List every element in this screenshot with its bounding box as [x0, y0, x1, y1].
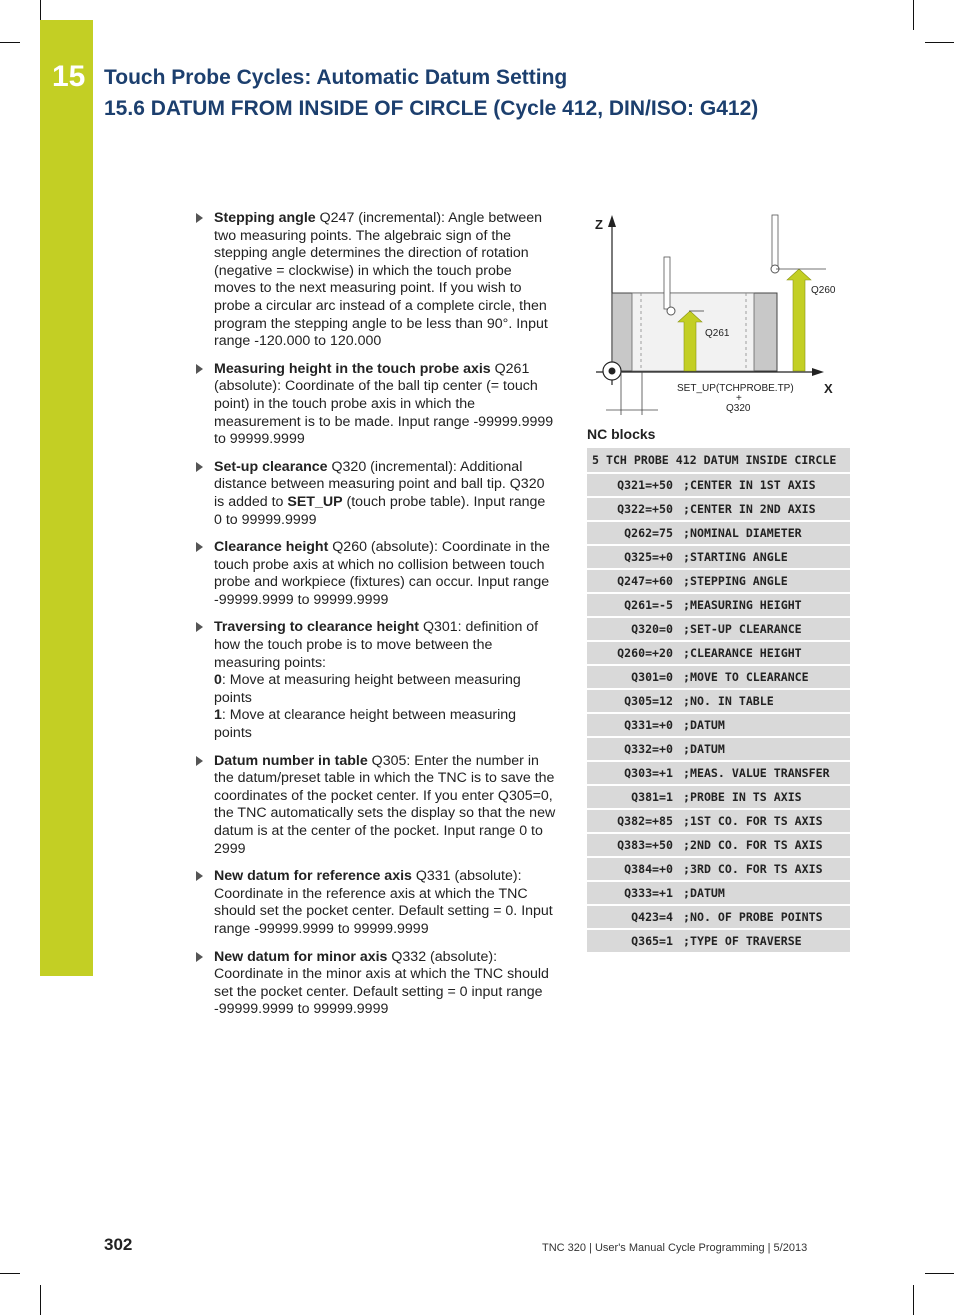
probe-ball — [667, 307, 675, 315]
nc-param-cell: Q303=+1 — [587, 762, 679, 786]
q260-label: Q260 — [811, 285, 836, 296]
nc-param-cell: Q381=1 — [587, 786, 679, 810]
nc-blocks-heading: NC blocks — [587, 426, 656, 442]
triangle-bullet-icon — [196, 213, 203, 223]
nc-comment-cell: ;NO. OF PROBE POINTS — [679, 906, 850, 930]
section-title: 15.6 DATUM FROM INSIDE OF CIRCLE (Cycle 412, DIN/ISO: G412) — [104, 97, 759, 120]
nc-param-cell: Q384=+0 — [587, 858, 679, 882]
nc-comment-cell: ;PROBE IN TS AXIS — [679, 786, 850, 810]
parameter-list — [196, 210, 556, 1029]
setup-plus: + — [736, 393, 742, 404]
option-key: 1 — [214, 707, 222, 724]
parameter-text: Q247 (incremental): Angle between two measuring points. The algebraic sign of the stepping angle determines the direction of rotation (negative = clockwise) in which the touch probe moves to the next measuring point. If you wish to probe a circular arc instead of a complete circle, then program the stepping angle to be less than 90°. Input range -120.000 to 120.000 — [214, 210, 548, 350]
chapter-tab — [40, 20, 93, 976]
nc-param-cell: Q305=12 — [587, 690, 679, 714]
table-row — [587, 762, 850, 786]
nc-param-cell: Q333=+1 — [587, 882, 679, 906]
option-key: 0 — [214, 672, 222, 689]
nc-comment-cell: ;DATUM — [679, 882, 850, 906]
nc-comment-cell: ;STARTING ANGLE — [679, 546, 850, 570]
nc-comment-cell: ;MEASURING HEIGHT — [679, 594, 850, 618]
table-row — [587, 858, 850, 882]
nc-param-cell: Q262=75 — [587, 522, 679, 546]
triangle-bullet-icon — [196, 871, 203, 881]
crop-mark — [913, 1285, 914, 1315]
table-row — [587, 930, 850, 954]
table-row — [587, 570, 850, 594]
nc-param-cell: Q423=4 — [587, 906, 679, 930]
triangle-bullet-icon — [196, 462, 203, 472]
parameter-term: Traversing to clearance height — [214, 619, 420, 636]
nc-comment-cell: ;NOMINAL DIAMETER — [679, 522, 850, 546]
parameter-term: New datum for reference axis — [214, 868, 412, 885]
table-row — [587, 738, 850, 762]
triangle-bullet-icon — [196, 622, 203, 632]
table-row — [587, 522, 850, 546]
table-row — [587, 906, 850, 930]
parameter-term: Set-up clearance — [214, 458, 328, 475]
page-number: 302 — [104, 1235, 133, 1254]
nc-header-cell: 5 TCH PROBE 412 DATUM INSIDE CIRCLE — [587, 448, 850, 474]
table-row — [587, 618, 850, 642]
nc-comment-cell: ;CENTER IN 2ND AXIS — [679, 498, 850, 522]
nc-param-cell: Q383=+50 — [587, 834, 679, 858]
parameter-text: Q305: Enter the number in the datum/preset table in which the TNC is to save the coordinates of the pocket center. If you enter Q305=0, the TNC automatically sets the display so that the new datum is at the center of the pocket. Input range 0 to 2999 — [214, 752, 556, 857]
crop-mark — [0, 42, 20, 43]
parameter-text: Q260 (absolute): Coordinate in the touch probe axis at which no collision between touch probe and workpiece (fixtures) can occur. Input range -99999.9999 to 99999.9999 — [214, 539, 550, 608]
chapter-number: 15 — [52, 60, 86, 93]
nc-param-cell: Q321=+50 — [587, 474, 679, 498]
nc-comment-cell: ;SET-UP CLEARANCE — [679, 618, 850, 642]
parameter-item — [196, 539, 556, 609]
table-row — [587, 786, 850, 810]
chapter-title: Touch Probe Cycles: Automatic Datum Setting — [104, 66, 568, 89]
crop-mark — [925, 1273, 954, 1274]
probe-diagram — [586, 205, 851, 425]
parameter-term: Datum number in table — [214, 752, 368, 769]
parameter-item — [196, 210, 556, 351]
crop-mark — [0, 1273, 20, 1274]
q320-label: Q320 — [726, 403, 751, 414]
z-axis-arrow-icon — [608, 215, 616, 227]
parameter-term: Clearance height — [214, 539, 329, 556]
nc-comment-cell: ;DATUM — [679, 714, 850, 738]
nc-param-cell: Q320=0 — [587, 618, 679, 642]
parameter-item — [196, 949, 556, 1019]
parameter-text: (touch probe table). Input range 0 to 99999.9999 — [214, 493, 546, 528]
triangle-bullet-icon — [196, 952, 203, 962]
nc-param-cell: Q301=0 — [587, 666, 679, 690]
nc-param-cell: Q322=+50 — [587, 498, 679, 522]
x-axis-arrow-icon — [812, 368, 824, 376]
nc-param-cell: Q260=+20 — [587, 642, 679, 666]
nc-param-cell: Q365=1 — [587, 930, 679, 954]
nc-param-cell: Q261=-5 — [587, 594, 679, 618]
table-row — [587, 546, 850, 570]
parameter-term: New datum for minor axis — [214, 948, 388, 965]
table-row — [587, 690, 850, 714]
probe-stylus — [772, 215, 778, 267]
table-row — [587, 882, 850, 906]
parameter-item — [196, 619, 556, 742]
table-row — [587, 834, 850, 858]
nc-comment-cell: ;STEPPING ANGLE — [679, 570, 850, 594]
nc-param-cell: Q382=+85 — [587, 810, 679, 834]
nc-comment-cell: ;1ST CO. FOR TS AXIS — [679, 810, 850, 834]
nc-comment-cell: ;MOVE TO CLEARANCE — [679, 666, 850, 690]
parameter-text: Q301: definition of how the touch probe is to move between the measuring points: — [214, 619, 539, 671]
parameter-text: Q261 (absolute): Coordinate of the ball tip center (= touch point) in the touch probe axis in which the measurement is to be made. Input range -99999.9999 to 99999.9999 — [214, 360, 554, 448]
parameter-term: Stepping angle — [214, 210, 316, 226]
nc-param-cell: Q332=+0 — [587, 738, 679, 762]
nc-param-cell: Q331=+0 — [587, 714, 679, 738]
table-row — [587, 594, 850, 618]
parameter-text: Q331 (absolute): Coordinate in the reference axis at which the TNC should set the pocket center. Default setting = 0. Input range -99999.9999 to 99999.9999 — [214, 868, 553, 937]
datum-icon-center — [609, 368, 616, 375]
parameter-item — [196, 868, 556, 938]
parameter-item — [196, 753, 556, 859]
parameter-text: Q320 (incremental): Additional distance between measuring point and ball tip. Q320 is added to — [214, 458, 545, 510]
crop-mark — [913, 0, 914, 30]
nc-comment-cell: ;NO. IN TABLE — [679, 690, 850, 714]
option-text: : Move at measuring height between measuring points — [214, 672, 521, 706]
z-axis-label: Z — [595, 217, 603, 232]
q261-label: Q261 — [705, 328, 730, 339]
parameter-item — [196, 459, 556, 529]
table-row — [587, 666, 850, 690]
nc-comment-cell: ;MEAS. VALUE TRANSFER — [679, 762, 850, 786]
setup-label: SET_UP(TCHPROBE.TP) — [677, 383, 794, 394]
nc-param-cell: Q325=+0 — [587, 546, 679, 570]
table-row — [587, 642, 850, 666]
table-row — [587, 448, 850, 474]
nc-comment-cell: ;TYPE OF TRAVERSE — [679, 930, 850, 954]
nc-comment-cell: ;DATUM — [679, 738, 850, 762]
option-text: : Move at clearance height between measuring points — [214, 707, 517, 742]
crop-mark — [925, 42, 954, 43]
nc-blocks-table — [587, 448, 850, 954]
table-row — [587, 474, 850, 498]
triangle-bullet-icon — [196, 364, 203, 374]
nc-comment-cell: ;2ND CO. FOR TS AXIS — [679, 834, 850, 858]
parameter-keyword: SET_UP — [287, 493, 343, 510]
probe-stylus — [664, 257, 670, 309]
parameter-text: Q332 (absolute): Coordinate in the minor axis at which the TNC should set the pocket center. Default setting = 0 input range -99999.9999 to 99999.9999 — [214, 948, 549, 1018]
table-row — [587, 714, 850, 738]
crop-mark — [40, 1285, 41, 1315]
nc-comment-cell: ;CLEARANCE HEIGHT — [679, 642, 850, 666]
triangle-bullet-icon — [196, 542, 203, 552]
nc-param-cell: Q247=+60 — [587, 570, 679, 594]
nc-comment-cell: ;CENTER IN 1ST AXIS — [679, 474, 850, 498]
x-axis-label: X — [824, 381, 833, 396]
parameter-item — [196, 361, 556, 449]
crop-mark — [40, 0, 41, 20]
parameter-term: Measuring height in the touch probe axis — [214, 360, 491, 377]
triangle-bullet-icon — [196, 756, 203, 766]
table-row — [587, 810, 850, 834]
table-row — [587, 498, 850, 522]
footer-text: TNC 320 | User's Manual Cycle Programming | 5/2013 — [542, 1242, 808, 1254]
nc-comment-cell: ;3RD CO. FOR TS AXIS — [679, 858, 850, 882]
q260-arrow-icon — [787, 269, 811, 371]
